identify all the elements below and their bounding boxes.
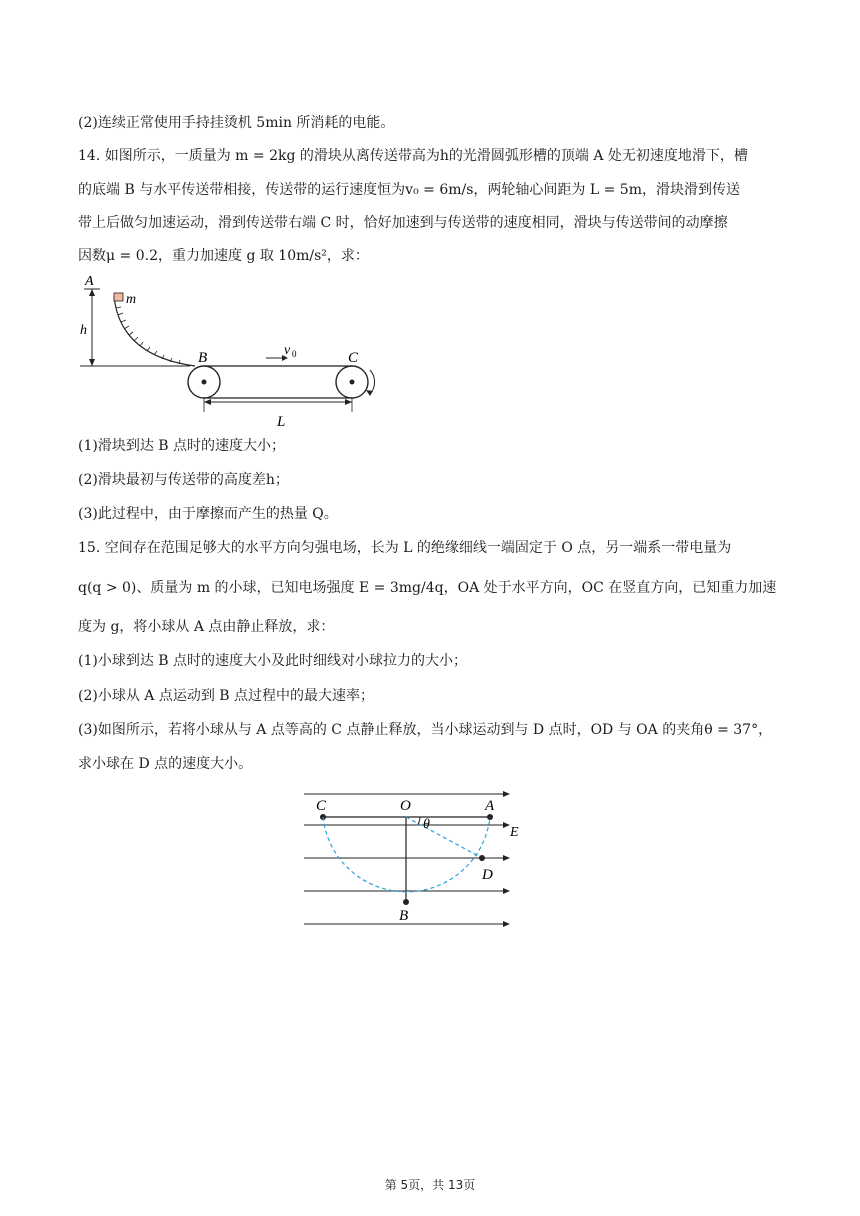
label-B: B [399, 908, 409, 924]
text-line: (1)小球到达 B 点时的速度大小及此时细线对小球拉力的大小； [78, 653, 468, 669]
label-A: A [85, 276, 94, 289]
text-line: q(q > 0)、质量为 m 的小球，已知电场强度 E = 3mg/4q，OA 处于水平方向，OC 在竖直方向，已知重力加速 [78, 580, 777, 596]
label-m: m [126, 292, 137, 307]
arc-hatching [115, 300, 180, 364]
text-line: (3)如图所示，若将小球从与 A 点等高的 C 点静止释放，当小球运动到与 D 点时，OD 与 OA 的夹角θ = 37°， [78, 722, 773, 738]
label-C: C [316, 798, 327, 814]
conveyor-figure [80, 276, 390, 436]
text-line: 度为 g，将小球从 A 点由静止释放，求： [78, 619, 335, 635]
label-A: A [485, 798, 495, 814]
label-h: h [80, 323, 87, 338]
label-C: C [348, 350, 359, 366]
text-line: 14. 如图所示，一质量为 m = 2kg 的滑块从离传送带高为h的光滑圆弧形槽的顶端 A 处无初速度地滑下，槽 [78, 148, 748, 164]
field-figure [296, 784, 526, 932]
label-B: B [198, 350, 208, 366]
label-theta: θ [423, 817, 430, 832]
text-line: (2)连续正常使用手持挂烫机 5min 所消耗的电能。 [78, 115, 395, 131]
label-v0: v [284, 343, 291, 358]
text-line: (1)滑块到达 B 点时的速度大小； [78, 438, 286, 454]
rotation-arrow [370, 370, 375, 394]
slider-block [114, 293, 123, 301]
text-line: 的底端 B 与水平传送带相接，传送带的运行速度恒为v₀ = 6m/s，两轮轴心间距为 L = 5m，滑块滑到传送 [78, 182, 740, 198]
text-line: (2)小球从 A 点运动到 B 点过程中的最大速率； [78, 688, 375, 704]
label-v0-sub: 0 [292, 349, 297, 359]
label-L: L [277, 414, 286, 430]
label-O: O [400, 798, 411, 814]
text-line: 因数μ = 0.2，重力加速度 g 取 10m/s²，求： [78, 248, 369, 264]
label-E: E [510, 825, 519, 840]
line-OD [406, 817, 482, 858]
text-line: 15. 空间存在范围足够大的水平方向匀强电场，长为 L 的绝缘细线一端固定于 O 点，另一端系一带电量为 [78, 540, 732, 556]
page-footer: 第 5页，共 13页 [384, 1178, 476, 1192]
text-line: 求小球在 D 点的速度大小。 [78, 756, 253, 772]
label-D: D [482, 867, 493, 883]
text-line: 带上后做匀加速运动，滑到传送带右端 C 时，恰好加速到与传送带的速度相同，滑块与传送带间的动摩擦 [78, 215, 728, 231]
text-line: (2)滑块最初与传送带的高度差h； [78, 472, 289, 488]
text-line: (3)此过程中，由于摩擦而产生的热量 Q。 [78, 506, 338, 522]
